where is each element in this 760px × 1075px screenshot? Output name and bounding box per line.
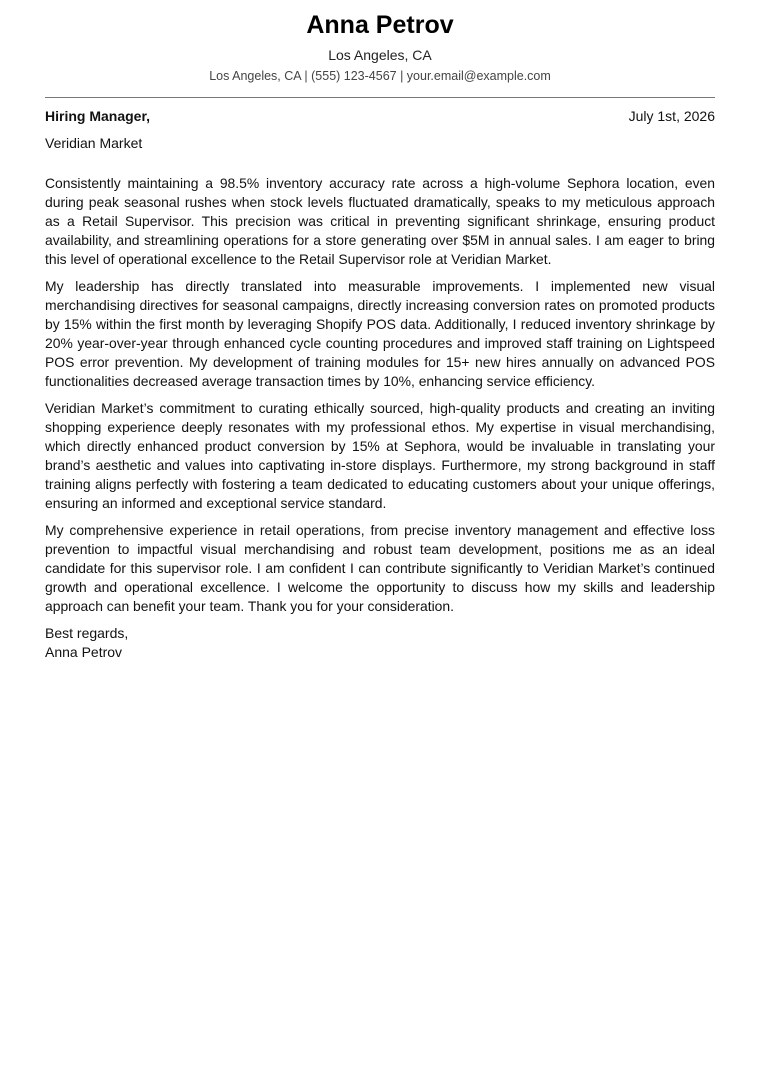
recipient-company: Veridian Market: [45, 135, 143, 151]
letter-closing: [45, 624, 715, 662]
salutation-date-row: [45, 107, 715, 125]
letter-header: [45, 0, 715, 84]
body-paragraph-1: Consistently maintaining a 98.5% inventory accuracy rate across a high-volume Sephora location, even during peak seasonal rushes when stock levels fluctuated dramatically, speaks to my meticulous approach as a Retail Supervisor. This precision was critical in preventing significant shrinkage, ensuring product availability, and streamlining operations for a store generating over $5M in annual sales. I am eager to bring this level of operational excellence to the Retail Supervisor role at Veridian Market.: [45, 175, 715, 267]
signature-name: Anna Petrov: [45, 644, 123, 660]
letter-date: July 1st, 2026: [628, 108, 715, 124]
body-paragraph-4: My comprehensive experience in retail operations, from precise inventory management and effective loss prevention to impactful visual merchandising and robust team development, positions me as an ideal candidate for this supervisor role. I am confident I can contribute significantly to Veridian Market’s continued growth and operational excellence. I welcome the opportunity to discuss how my skills and leadership approach can benefit your team. Thank you for your consideration.: [45, 522, 715, 614]
applicant-contact-line: Los Angeles, CA | (555) 123-4567 | your.email@example.com: [209, 69, 551, 83]
salutation: Hiring Manager,: [45, 108, 151, 124]
body-paragraph-3: Veridian Market’s commitment to curating ethically sourced, high-quality products and creating an inviting shopping experience deeply resonates with my professional ethos. My expertise in visual merchandising, which directly enhanced product conversion by 15% at Sephora, would be invaluable in translating your brand’s aesthetic and values into captivating in-store displays. Furthermore, my strong background in staff training aligns perfectly with fostering a team dedicated to educating customers about your unique offerings, ensuring an informed and exceptional service standard.: [45, 400, 715, 511]
applicant-location: Los Angeles, CA: [328, 47, 432, 63]
closing-phrase: Best regards,: [45, 625, 129, 641]
header-divider: [45, 97, 715, 98]
letter-body: [45, 174, 715, 616]
body-paragraph-2: My leadership has directly translated into measurable improvements. I implemented new visual merchandising directives for seasonal campaigns, directly increasing conversion rates on promoted products by 15% within the first month by leveraging Shopify POS data. Additionally, I reduced inventory shrinkage by 20% year-over-year through enhanced cycle counting procedures and improved staff training on Lightspeed POS error prevention. My development of training modules for 15+ new hires annually on advanced POS functionalities decreased average transaction times by 10%, enhancing service efficiency.: [45, 278, 715, 389]
applicant-name: Anna Petrov: [306, 11, 454, 39]
